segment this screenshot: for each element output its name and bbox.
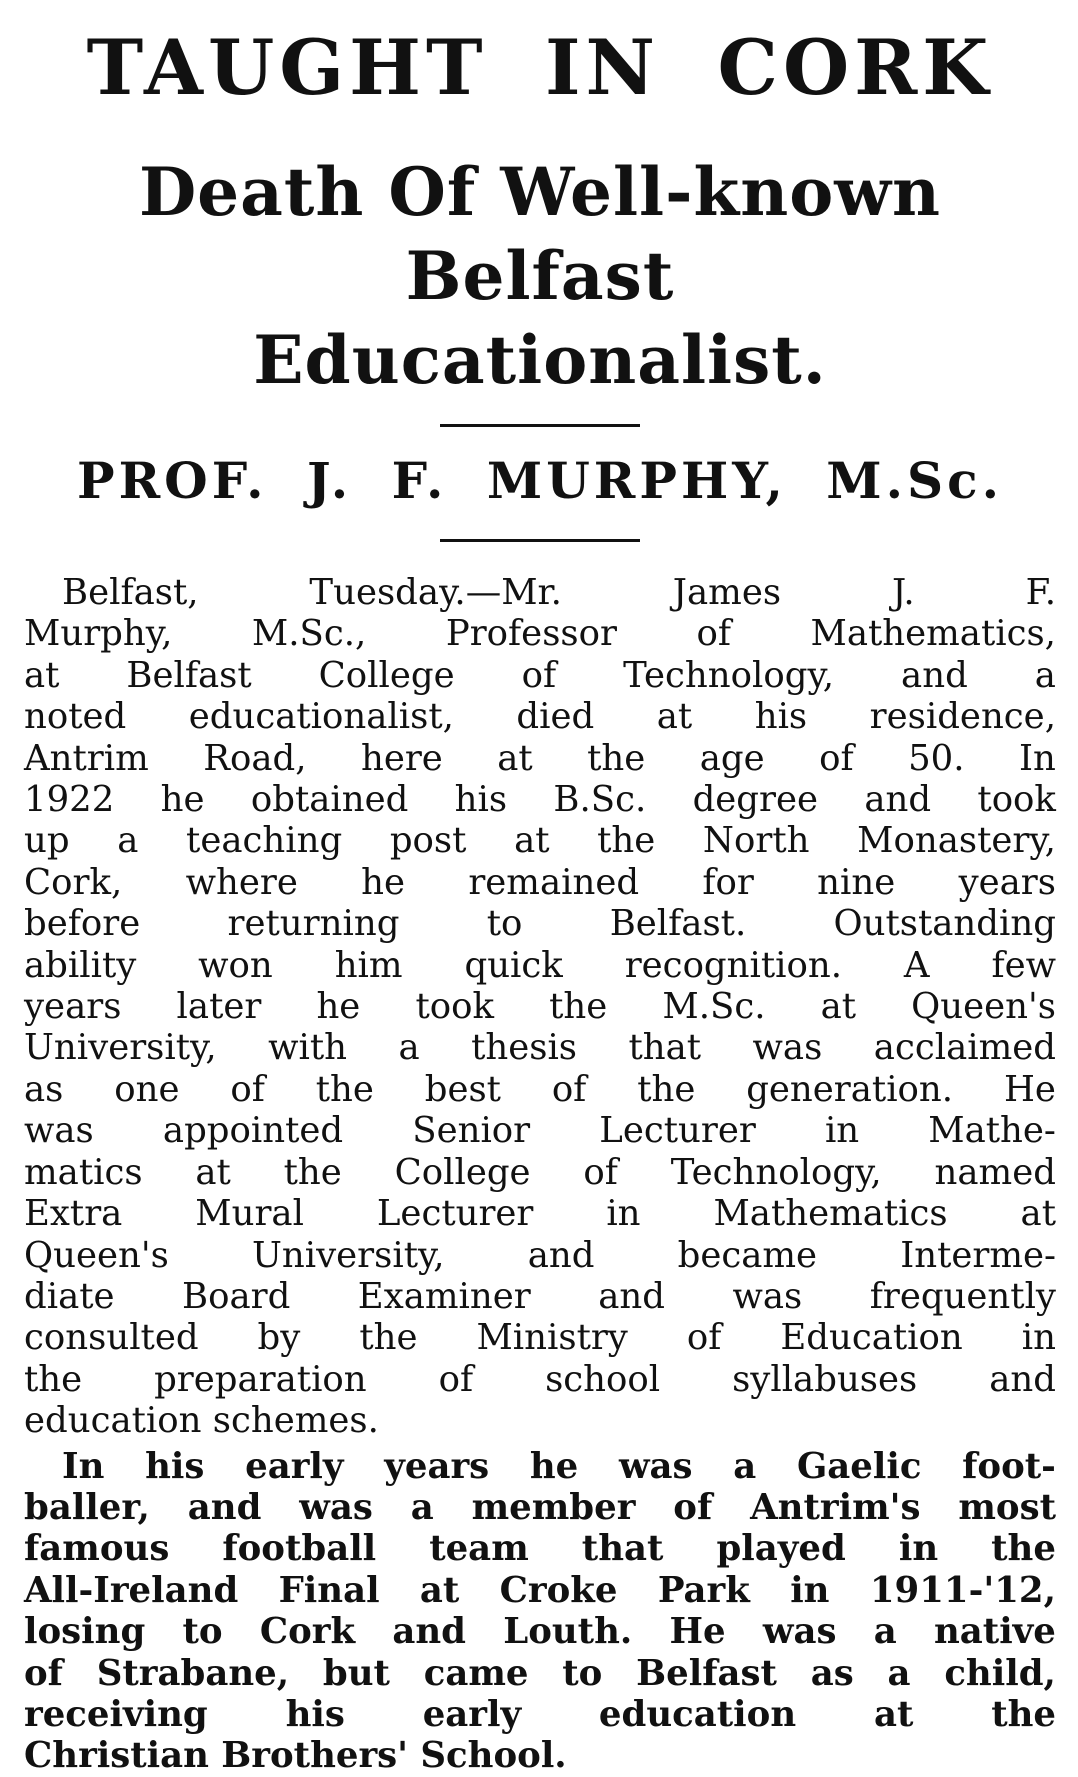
paragraph-1 [24, 572, 1056, 1442]
subheadline-line-2: Educationalist. [253, 321, 827, 399]
text-line: diate Board Examiner and was frequently [24, 1275, 1056, 1317]
text-line: All-Ireland Final at Croke Park in 1911-'12, [24, 1569, 1056, 1611]
text-line: Queen's University, and became Interme- [24, 1234, 1056, 1276]
text-line: was appointed Senior Lecturer in Mathe- [24, 1110, 1056, 1152]
text-line: Antrim Road, here at the age of 50. In [24, 737, 1056, 779]
text-line: Murphy, M.Sc., Professor of Mathematics, [24, 613, 1056, 655]
text-line: years later he took the M.Sc. at Queen's [24, 986, 1056, 1028]
text-line: Christian Brothers' School. [24, 1735, 567, 1777]
text-line: consulted by the Ministry of Education in [24, 1317, 1056, 1359]
text-line: losing to Cork and Louth. He was a native [24, 1611, 1056, 1653]
text-line: 1922 he obtained his B.Sc. degree and took [24, 779, 1056, 821]
text-line: University, with a thesis that was acclaimed [24, 1027, 1056, 1069]
text-line: before returning to Belfast. Outstanding [24, 903, 1056, 945]
text-line: matics at the College of Technology, named [24, 1151, 1056, 1193]
paragraph-2 [24, 1446, 1056, 1777]
text-line: education schemes. [24, 1400, 379, 1442]
text-line: receiving his early education at the [24, 1693, 1056, 1735]
text-line: as one of the best of the generation. He [24, 1068, 1056, 1110]
text-line: the preparation of school syllabuses and [24, 1358, 1056, 1400]
text-line: Extra Mural Lecturer in Mathematics at [24, 1193, 1056, 1235]
text-line: baller, and was a member of Antrim's most [24, 1486, 1056, 1528]
divider-rule [440, 539, 640, 542]
divider-rule [440, 424, 640, 427]
byline: PROF. J. F. MURPHY, M.Sc. [77, 451, 1003, 510]
text-line: up a teaching post at the North Monastery, [24, 820, 1056, 862]
text-line: In his early years he was a Gaelic foot- [62, 1445, 1056, 1487]
text-line: Cork, where he remained for nine years [24, 861, 1056, 903]
text-line: of Strabane, but came to Belfast as a child, [24, 1652, 1056, 1694]
text-line: Belfast, Tuesday.—Mr. James J. F. [62, 572, 1056, 613]
headline: TAUGHT IN CORK [86, 23, 994, 112]
text-line: at Belfast College of Technology, and a [24, 654, 1056, 696]
text-line: ability won him quick recognition. A few [24, 944, 1056, 986]
text-line: famous football team that played in the [24, 1528, 1056, 1570]
article-body [24, 572, 1056, 1777]
text-line: noted educationalist, died at his residence, [24, 696, 1056, 738]
subheadline-line-1: Death Of Well-known Belfast [138, 153, 942, 315]
